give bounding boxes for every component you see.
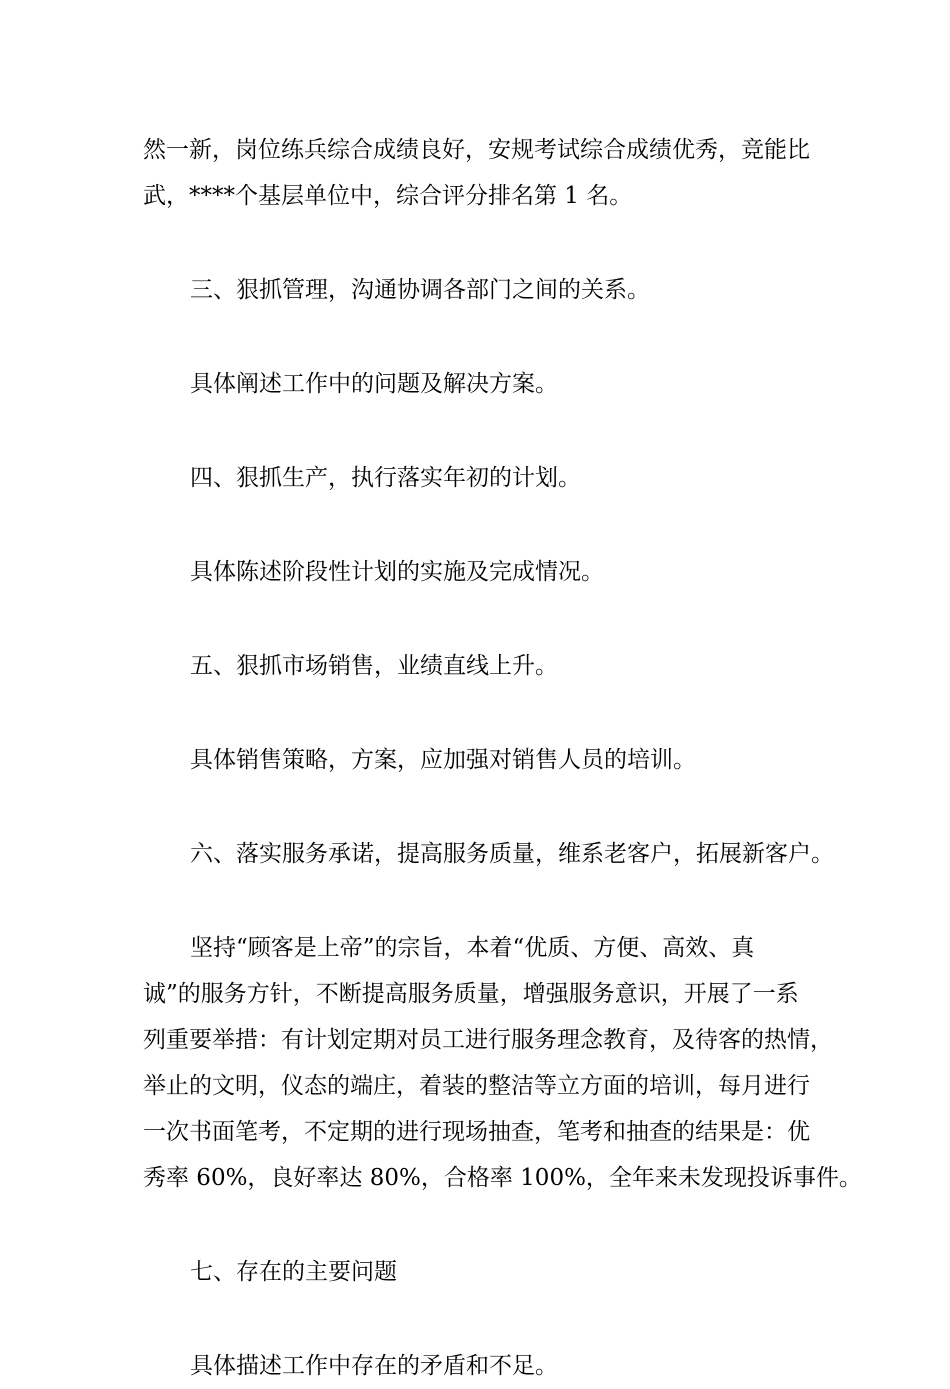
section-heading-6 bbox=[143, 831, 834, 877]
text-line: 七、存在的主要问题 bbox=[190, 1259, 397, 1285]
section-heading-5 bbox=[143, 643, 823, 689]
section-heading-3 bbox=[143, 267, 823, 313]
text-line: 举止的文明，仪态的端庄，着装的整洁等立方面的培训，每月进行 bbox=[143, 1073, 810, 1099]
paragraph-production-detail bbox=[143, 549, 823, 595]
text-line: 具体陈述阶段性计划的实施及完成情况。 bbox=[190, 559, 604, 585]
text-line: 六、落实服务承诺，提高服务质量，维系老客户，拓展新客户。 bbox=[190, 841, 834, 867]
text-line: 然一新，岗位练兵综合成绩良好，安规考试综合成绩优秀，竞能比 bbox=[143, 137, 810, 163]
text-line: 列重要举措：有计划定期对员工进行服务理念教育，及待客的热情， bbox=[143, 1027, 833, 1053]
text-line: 五、狠抓市场销售，业绩直线上升。 bbox=[190, 653, 558, 679]
text-line: 具体销售策略，方案，应加强对销售人员的培训。 bbox=[190, 747, 696, 773]
text-line: 秀率 60%，良好率达 80%，合格率 100%，全年来未发现投诉事件。 bbox=[143, 1165, 862, 1191]
paragraph-management-detail bbox=[143, 361, 823, 407]
document-body bbox=[143, 127, 862, 1389]
text-line: 坚持“顾客是上帝”的宗旨，本着“优质、方便、高效、真 bbox=[190, 935, 755, 961]
text-line: 具体阐述工作中的问题及解决方案。 bbox=[190, 371, 558, 397]
section-heading-7 bbox=[143, 1249, 823, 1295]
text-line: 一次书面笔考，不定期的进行现场抽查，笔考和抽查的结果是：优 bbox=[143, 1119, 810, 1145]
paragraph-problems-detail bbox=[143, 1343, 823, 1389]
section-heading-4 bbox=[143, 455, 823, 501]
paragraph-service-detail bbox=[143, 925, 862, 1201]
text-line: 四、狠抓生产，执行落实年初的计划。 bbox=[190, 465, 581, 491]
text-line: 三、狠抓管理，沟通协调各部门之间的关系。 bbox=[190, 277, 650, 303]
text-line: 武，****个基层单位中，综合评分排名第 1 名。 bbox=[143, 183, 633, 209]
paragraph-sales-detail bbox=[143, 737, 823, 783]
paragraph-continued bbox=[143, 127, 823, 219]
text-line: 具体描述工作中存在的矛盾和不足。 bbox=[190, 1353, 558, 1379]
text-line: 诚”的服务方针，不断提高服务质量，增强服务意识，开展了一系 bbox=[143, 981, 799, 1007]
